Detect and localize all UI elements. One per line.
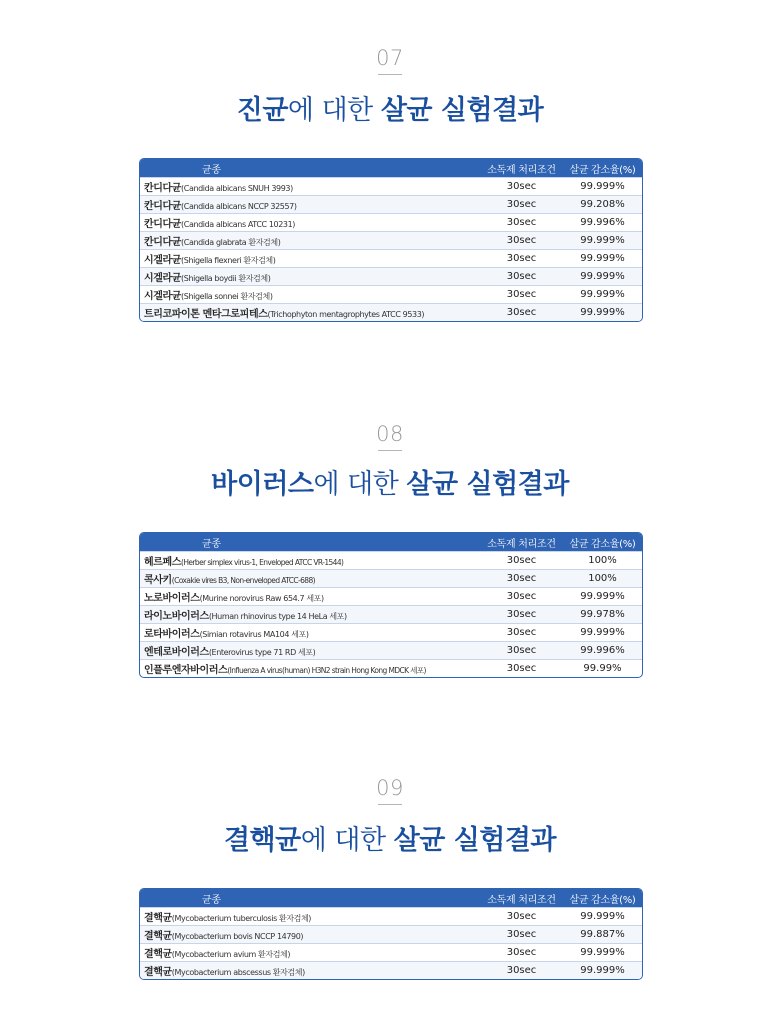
condition-cell: 30sec: [480, 195, 563, 213]
condition-cell: 30sec: [480, 925, 563, 943]
species-cell: [140, 569, 480, 587]
species-scientific-name: (Trichophyton mentagrophytes ATCC 9533): [267, 310, 425, 319]
reduction-rate-cell: 100%: [563, 551, 642, 569]
species-scientific-name: (Coxakie vires B3, Non-enveloped ATCC-688): [171, 576, 315, 585]
species-scientific-name: (Mycobacterium tuberculosis 환자검체): [171, 914, 312, 923]
table-row: [140, 195, 642, 213]
table-header-row: [140, 159, 642, 177]
reduction-rate-cell: 99.999%: [563, 303, 642, 321]
results-table-tuberculosis: [139, 888, 643, 980]
species-scientific-name: (Mycobacterium bovis NCCP 14790): [171, 932, 304, 941]
condition-cell: 30sec: [480, 961, 563, 979]
section-number: 07: [376, 46, 404, 70]
section-number-underline: [378, 450, 402, 451]
header-condition: 소독제 처리조건: [480, 533, 563, 551]
table-row: [140, 605, 642, 623]
species-korean-name: 칸디다균: [144, 183, 182, 194]
header-species: 균종: [140, 889, 480, 907]
species-korean-name: 노로바이러스: [144, 593, 200, 604]
section-title: [0, 88, 780, 127]
header-species: 균종: [140, 159, 480, 177]
title-subject: 바이러스: [211, 469, 314, 500]
reduction-rate-cell: 99.99%: [563, 659, 642, 677]
species-scientific-name: (Mycobacterium abscessus 환자검체): [171, 968, 305, 977]
species-cell: [140, 623, 480, 641]
species-cell: [140, 267, 480, 285]
species-cell: [140, 285, 480, 303]
species-cell: [140, 303, 480, 321]
reduction-rate-cell: 99.999%: [563, 623, 642, 641]
table-row: [140, 213, 642, 231]
table-row: [140, 249, 642, 267]
condition-cell: 30sec: [480, 605, 563, 623]
species-korean-name: 로타바이러스: [144, 629, 200, 640]
species-korean-name: 결핵균: [144, 931, 172, 942]
condition-cell: 30sec: [480, 551, 563, 569]
species-scientific-name: (Simian rotavirus MA104 세포): [199, 630, 309, 639]
species-scientific-name: (Candida glabrata 환자검체): [181, 238, 281, 247]
species-korean-name: 엔테로바이러스: [144, 647, 209, 658]
species-korean-name: 결핵균: [144, 967, 172, 978]
species-cell: [140, 249, 480, 267]
header-condition: 소독제 처리조건: [480, 889, 563, 907]
species-korean-name: 헤르페스: [144, 557, 182, 568]
species-korean-name: 칸디다균: [144, 219, 182, 230]
species-korean-name: 시겔라균: [144, 255, 182, 266]
table-row: [140, 943, 642, 961]
species-korean-name: 트리코파이톤 멘타그로피테스: [144, 309, 268, 320]
species-korean-name: 시겔라균: [144, 291, 182, 302]
species-scientific-name: (Candida albicans ATCC 10231): [181, 220, 296, 229]
species-cell: [140, 961, 480, 979]
condition-cell: 30sec: [480, 907, 563, 925]
species-cell: [140, 195, 480, 213]
species-scientific-name: (Candida albicans SNUH 3993): [181, 184, 293, 193]
title-topic: 살균 실험결과: [393, 825, 557, 856]
reduction-rate-cell: 99.999%: [563, 961, 642, 979]
species-cell: [140, 605, 480, 623]
species-korean-name: 칸디다균: [144, 201, 182, 212]
section-number-underline: [378, 74, 402, 75]
condition-cell: 30sec: [480, 267, 563, 285]
table-row: [140, 303, 642, 321]
condition-cell: 30sec: [480, 943, 563, 961]
condition-cell: 30sec: [480, 213, 563, 231]
species-korean-name: 결핵균: [144, 949, 172, 960]
section-title: [0, 818, 780, 857]
header-reduction-rate: 살균 감소율(%): [563, 159, 642, 177]
species-scientific-name: (Candida albicans NCCP 32557): [181, 202, 297, 211]
table-row: [140, 231, 642, 249]
reduction-rate-cell: 99.208%: [563, 195, 642, 213]
reduction-rate-cell: 99.999%: [563, 587, 642, 605]
species-cell: [140, 943, 480, 961]
results-table-fungi: [139, 158, 643, 322]
reduction-rate-cell: 99.887%: [563, 925, 642, 943]
table-header-row: [140, 533, 642, 551]
title-subject: 결핵균: [223, 825, 301, 856]
reduction-rate-cell: 99.999%: [563, 231, 642, 249]
species-cell: [140, 641, 480, 659]
table-row: [140, 267, 642, 285]
header-reduction-rate: 살균 감소율(%): [563, 889, 642, 907]
section-number: 08: [376, 422, 404, 446]
species-scientific-name: (Murine norovirus Raw 654.7 세포): [199, 594, 324, 603]
reduction-rate-cell: 99.999%: [563, 249, 642, 267]
title-topic: 살균 실험결과: [406, 469, 569, 500]
species-cell: [140, 659, 480, 677]
condition-cell: 30sec: [480, 249, 563, 267]
species-korean-name: 결핵균: [144, 913, 172, 924]
title-topic: 살균 실험결과: [380, 95, 544, 126]
table-row: [140, 569, 642, 587]
species-scientific-name: (Shigella boydii 환자검체): [181, 274, 271, 283]
species-cell: [140, 213, 480, 231]
reduction-rate-cell: 99.996%: [563, 213, 642, 231]
reduction-rate-cell: 99.999%: [563, 267, 642, 285]
condition-cell: 30sec: [480, 587, 563, 605]
section-number: 09: [376, 776, 404, 800]
title-connector: 에 대한: [300, 825, 394, 856]
species-cell: [140, 587, 480, 605]
table-header-row: [140, 889, 642, 907]
species-korean-name: 시겔라균: [144, 273, 182, 284]
condition-cell: 30sec: [480, 569, 563, 587]
species-korean-name: 콕사키: [144, 575, 172, 586]
reduction-rate-cell: 99.978%: [563, 605, 642, 623]
results-table-virus: [139, 532, 643, 678]
condition-cell: 30sec: [480, 285, 563, 303]
table-row: [140, 551, 642, 569]
reduction-rate-cell: 99.999%: [563, 177, 642, 195]
table-row: [140, 659, 642, 677]
reduction-rate-cell: 100%: [563, 569, 642, 587]
header-reduction-rate: 살균 감소율(%): [563, 533, 642, 551]
reduction-rate-cell: 99.996%: [563, 641, 642, 659]
species-scientific-name: (Shigella sonnei 환자검체): [181, 292, 273, 301]
reduction-rate-cell: 99.999%: [563, 943, 642, 961]
species-korean-name: 칸디다균: [144, 237, 182, 248]
reduction-rate-cell: 99.999%: [563, 285, 642, 303]
condition-cell: 30sec: [480, 231, 563, 249]
title-connector: 에 대한: [313, 469, 407, 500]
species-scientific-name: (Human rhinovirus type 14 HeLa 세포): [208, 612, 347, 621]
section-title: [0, 462, 780, 501]
table-row: [140, 961, 642, 979]
species-scientific-name: (Influenza A virus(human) H3N2 strain Hong Kong MDCK 세포): [227, 666, 426, 675]
table-row: [140, 623, 642, 641]
species-cell: [140, 177, 480, 195]
title-connector: 에 대한: [287, 95, 381, 126]
species-scientific-name: (Mycobacterium avium 환자검체): [171, 950, 291, 959]
species-scientific-name: (Enterovirus type 71 RD 세포): [208, 648, 316, 657]
table-row: [140, 925, 642, 943]
species-scientific-name: (Shigella flexneri 환자검체): [181, 256, 276, 265]
reduction-rate-cell: 99.999%: [563, 907, 642, 925]
table-row: [140, 587, 642, 605]
condition-cell: 30sec: [480, 303, 563, 321]
species-cell: [140, 925, 480, 943]
species-scientific-name: (Herber simplex virus-1, Enveloped ATCC VR-1544): [181, 558, 344, 567]
table-row: [140, 285, 642, 303]
species-cell: [140, 907, 480, 925]
header-condition: 소독제 처리조건: [480, 159, 563, 177]
condition-cell: 30sec: [480, 659, 563, 677]
condition-cell: 30sec: [480, 641, 563, 659]
species-korean-name: 인플루엔자바이러스: [144, 665, 228, 676]
title-subject: 진균: [236, 95, 288, 126]
species-cell: [140, 551, 480, 569]
species-cell: [140, 231, 480, 249]
species-korean-name: 라이노바이러스: [144, 611, 209, 622]
table-row: [140, 177, 642, 195]
section-number-underline: [378, 804, 402, 805]
table-row: [140, 641, 642, 659]
condition-cell: 30sec: [480, 623, 563, 641]
header-species: 균종: [140, 533, 480, 551]
condition-cell: 30sec: [480, 177, 563, 195]
table-row: [140, 907, 642, 925]
